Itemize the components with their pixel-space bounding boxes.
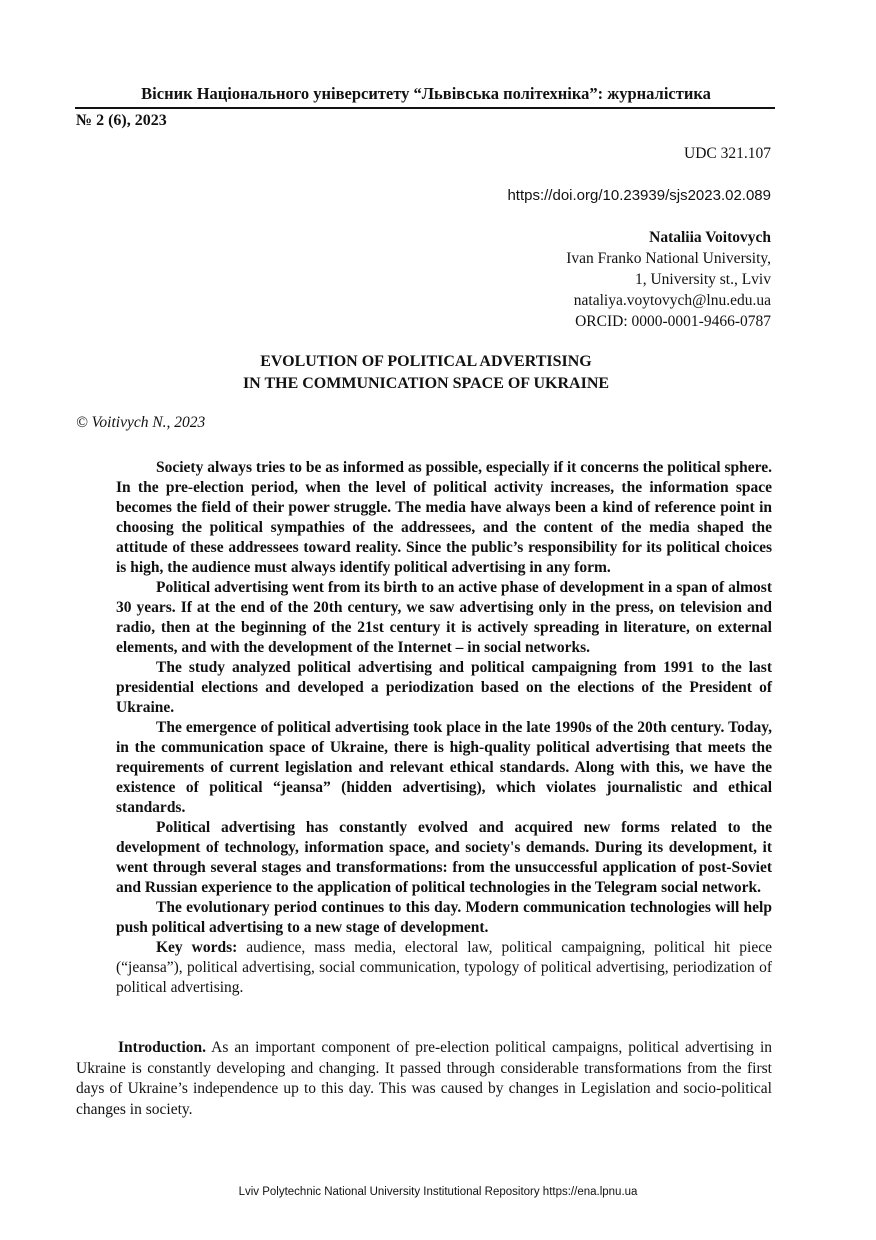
abstract-paragraph: The emergence of political advertising took place in the late 1990s of the 20th century. Today, in the communication space of Ukraine, there is high-quality political advertising that meets the requirements of current legislation and relevant ethical standards. Along with this, we have the existence of political “jeansa” (hidden advertising), which violates journalistic and ethical standards.: [116, 719, 772, 816]
introduction-label: Introduction.: [118, 1039, 206, 1056]
keywords-paragraph: [116, 938, 772, 998]
author-orcid: ORCID: 0000-0001-9466-0787: [575, 313, 771, 330]
author-block: [566, 227, 771, 332]
abstract-paragraph: Political advertising has constantly evolved and acquired new forms related to the development of technology, information space, and society's demands. During its development, it went through several stages and transformations: from the unsuccessful application of post-Soviet and Russian experience to the application of political technologies in the Telegram social network.: [116, 819, 772, 896]
author-email[interactable]: nataliya.voytovych@lnu.edu.ua: [573, 292, 771, 309]
author-name: Nataliia Voitovych: [649, 229, 771, 246]
repository-footer: Lviv Polytechnic National University Institutional Repository https://ena.lpnu.ua: [238, 1186, 638, 1198]
header-divider: [75, 107, 775, 109]
introduction-section: [76, 1038, 772, 1120]
journal-title: Вісник Національного університету “Львівська політехніка”: журналістика: [141, 84, 711, 103]
udc-code: UDC 321.107: [684, 145, 771, 162]
abstract-paragraph: The study analyzed political advertising and political campaigning from 1991 to the last presidential elections and developed a periodization based on the elections of the President of Ukraine.: [116, 659, 772, 716]
author-affiliation: Ivan Franko National University,: [566, 250, 771, 267]
abstract-paragraph: Society always tries to be as informed as possible, especially if it concerns the political sphere. In the pre-election period, when the level of political activity increases, the information space becomes the field of their power struggle. The media have always been a kind of reference point in choosing the political sympathies of the addressees, and the content of the media shaped the attitude of these addressees toward reality. Since the public’s responsibility for its political choices is high, the audience must always identify political advertising in any form.: [116, 459, 772, 576]
article-title: [76, 351, 776, 395]
abstract-paragraph: Political advertising went from its birth to an active phase of development in a span of almost 30 years. If at the end of the 20th century, we saw advertising only in the press, on television and radio, then at the beginning of the 21st century it is actively spreading in literature, on external elements, and with the development of the Internet – in social networks.: [116, 579, 772, 656]
keywords-text: audience, mass media, electoral law, political campaigning, political hit piece (“jeansa”), political advertising, social communication, typology of political advertising, periodization of political advertising.: [116, 939, 772, 996]
issue-number: № 2 (6), 2023: [76, 112, 167, 129]
introduction-text: As an important component of pre-election political campaigns, political advertising in Ukraine is constantly developing and changing. It passed through considerable transformations from the first days of Ukraine’s independence up to this day. This was caused by changes in Legislation and socio-political changes in society.: [76, 1039, 772, 1118]
article-title-line-1: EVOLUTION OF POLITICAL ADVERTISING: [260, 353, 592, 370]
abstract: [116, 458, 772, 998]
author-address: 1, University st., Lviv: [634, 271, 771, 288]
keywords-label: Key words:: [156, 939, 238, 956]
abstract-paragraph: The evolutionary period continues to this day. Modern communication technologies will help push political advertising to a new stage of development.: [116, 899, 772, 936]
doi-link[interactable]: https://doi.org/10.23939/sjs2023.02.089: [507, 187, 771, 204]
introduction-paragraph: [76, 1038, 772, 1120]
copyright-notice: © Voitivych N., 2023: [76, 414, 206, 431]
article-title-line-2: IN THE COMMUNICATION SPACE OF UKRAINE: [242, 375, 610, 392]
